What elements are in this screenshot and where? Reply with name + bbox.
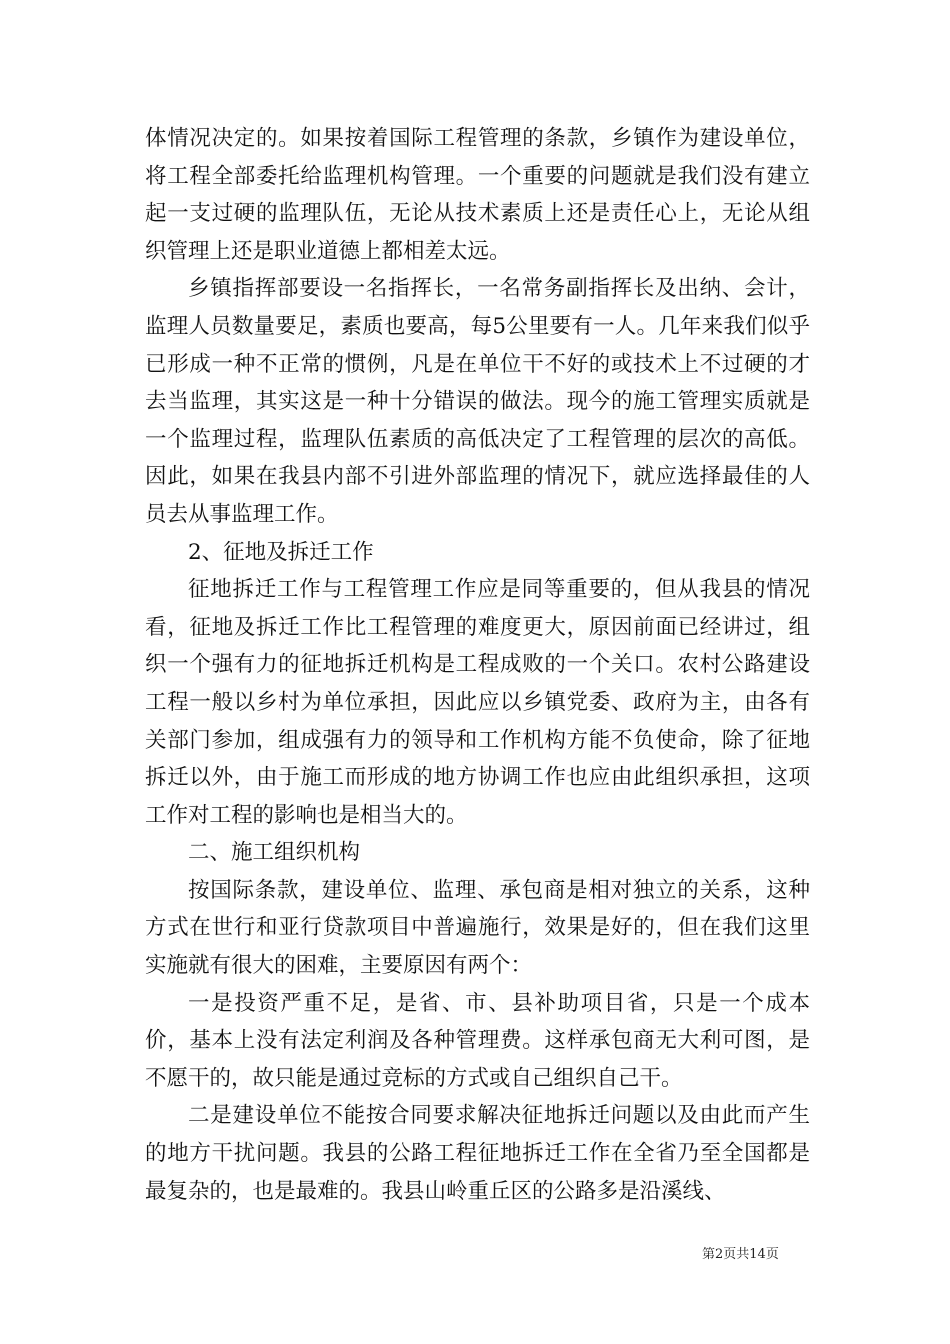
page-number: 第2页共14页	[702, 1247, 779, 1262]
paragraph-reason-two: 二是建设单位不能按合同要求解决征地拆迁问题以及由此而产生的地方干扰问题。我县的公路工程征地拆迁工作在全省乃至全国都是最复杂的，也是最难的。我县山岭重丘区的公路多是沿溪线、	[145, 1103, 810, 1204]
section-heading-land-acquisition: 2、征地及拆迁工作	[188, 539, 374, 565]
paragraph-continuation: 体情况决定的。如果按着国际工程管理的条款，乡镇作为建设单位，将工程全部委托给监理机构管理。一个重要的问题就是我们没有建立起一支过硬的监理队伍，无论从技术素质上还是责任心上，无论从组织管理上还是职业道德上都相差太远。	[145, 126, 810, 264]
paragraph-land-acquisition: 征地拆迁工作与工程管理工作应是同等重要的，但从我县的情况看，征地及拆迁工作比工程管理的难度更大，原因前面已经讲过，组织一个强有力的征地拆迁机构是工程成败的一个关口。农村公路建设工程一般以乡村为单位承担，因此应以乡镇党委、政府为主，由各有关部门参加，组成强有力的领导和工作机构方能不负使命，除了征地拆迁以外，由于施工而形成的地方协调工作也应由此组织承担，这项工作对工程的影响也是相当大的。	[145, 577, 810, 828]
section-heading-construction-org: 二、施工组织机构	[188, 840, 361, 866]
paragraph-reason-one: 一是投资严重不足，是省、市、县补助项目省，只是一个成本价，基本上没有法定利润及各种管理费。这样承包商无大利可图，是不愿干的，故只能是通过竞标的方式或自己组织自己干。	[145, 990, 810, 1091]
paragraph-command-office: 乡镇指挥部要设一名指挥长，一名常务副指挥长及出纳、会计，监理人员数量要足，素质也要高，每5公里要有一人。几年来我们似乎已形成一种不正常的惯例，凡是在单位干不好的或技术上不过硬的才去当监理，其实这是一种十分错误的做法。现今的施工管理实质就是一个监理过程，监理队伍素质的高低决定了工程管理的层次的高低。因此，如果在我县内部不引进外部监理的情况下，就应选择最佳的人员去从事监理工作。	[145, 276, 810, 527]
paragraph-international-terms: 按国际条款，建设单位、监理、承包商是相对独立的关系，这种方式在世行和亚行贷款项目中普遍施行，效果是好的，但在我们这里实施就有很大的困难，主要原因有两个：	[145, 877, 810, 979]
document-body	[145, 120, 810, 1210]
